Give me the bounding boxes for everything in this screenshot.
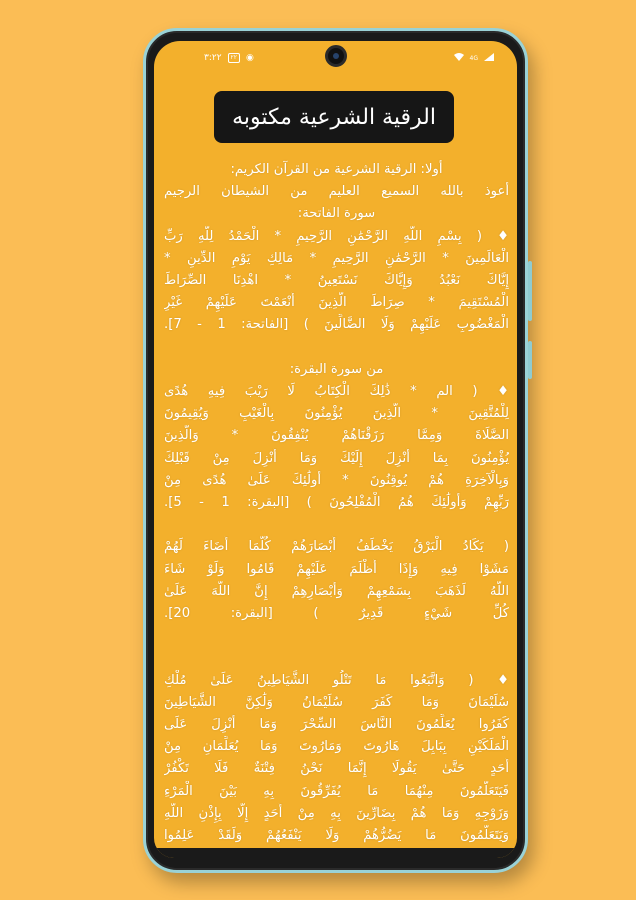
blank-line xyxy=(164,337,509,359)
text-line: سُلَيْمَانَ وَمَا كَفَرَ سُلَيْمَانُ وَلَٰكِنَّ الشَّيَاطِينَ xyxy=(164,694,509,710)
text-line: يُؤْمِنُونَ بِمَا أُنْزِلَ إِلَيْكَ وَمَا أُنْزِلَ مِنْ قَبْلِكَ xyxy=(164,450,509,466)
blank-line xyxy=(164,647,509,669)
power-button xyxy=(528,341,532,379)
text-line: وَزَوْجِهِ وَمَا هُمْ بِضَارِّينَ بِهِ مِنْ أَحَدٍ إِلَّا بِإِذْنِ اللَّهِ xyxy=(164,805,509,821)
battery-level: ٢٢ xyxy=(230,54,237,61)
text-line: الْمَلَكَيْنِ بِبَابِلَ هَارُوتَ وَمَارُوتَ وَمَا يُعَلِّمَانِ مِنْ xyxy=(164,739,509,755)
screen-bottom-bezel xyxy=(154,848,517,858)
signal-icon xyxy=(483,52,495,65)
eye-icon: ◉ xyxy=(246,53,254,63)
text-line: الصَّلَاةَ وَمِمَّا رَزَقْنَاهُمْ يُنْفِقُونَ * وَالَّذِينَ xyxy=(164,428,509,444)
front-camera xyxy=(325,45,347,67)
text-line: من سورة البقرة: xyxy=(289,361,384,377)
text-line: لِلْمُتَّقِينَ * الَّذِينَ يُؤْمِنُونَ بِالْغَيْبِ وَيُقِيمُونَ xyxy=(164,406,509,422)
text-line: الْمَغْضُوبِ عَلَيْهِمْ وَلَا الضَّالِّينَ ) [الفاتحة: 1 - 7]. xyxy=(164,317,509,333)
blank-line xyxy=(164,625,509,647)
ruqyah-text xyxy=(164,159,509,858)
text-line: اللَّهُ لَذَهَبَ بِسَمْعِهِمْ وَأَبْصَارِهِمْ إِنَّ اللَّهَ عَلَىٰ xyxy=(164,583,509,599)
text-line: الْمُسْتَقِيمَ * صِرَاطَ الَّذِينَ أَنْعَمْتَ عَلَيْهِمْ غَيْرِ xyxy=(164,295,509,311)
text-line: كُلِّ شَيْءٍ قَدِيرٌ ) [البقرة: 20]. xyxy=(164,606,509,622)
text-line: الْعَالَمِينَ * الرَّحْمَٰنِ الرَّحِيمِ * مَالِكِ يَوْمِ الدِّينِ * xyxy=(164,250,509,266)
text-line: ♦ ( الم * ذَٰلِكَ الْكِتَابُ لَا رَيْبَ فِيهِ هُدًى xyxy=(164,384,509,400)
text-line: سورة الفاتحة: xyxy=(297,206,376,222)
wifi-icon xyxy=(453,52,465,65)
text-line: ♦ ( وَاتَّبَعُوا مَا تَتْلُو الشَّيَاطِينُ عَلَىٰ مُلْكِ xyxy=(164,672,509,688)
page-title-box xyxy=(214,91,454,143)
status-time: ٣:٢٢ xyxy=(204,53,222,63)
text-line: أولا: الرقية الشرعية من القرآن الكريم: xyxy=(230,162,443,177)
app-screen xyxy=(154,41,517,858)
text-line: مَشَوْا فِيهِ وَإِذَا أَظْلَمَ عَلَيْهِمْ قَامُوا وَلَوْ شَاءَ xyxy=(164,561,509,577)
text-line: أعوذ بالله السميع العليم من الشيطان الرجيم xyxy=(164,184,509,200)
blank-line xyxy=(164,514,509,536)
text-line: وَبِالْآخِرَةِ هُمْ يُوقِنُونَ * أُولَٰئِكَ عَلَىٰ هُدًى مِنْ xyxy=(164,472,509,488)
text-line: رَبِّهِمْ وَأُولَٰئِكَ هُمُ الْمُفْلِحُونَ ) [البقرة: 1 - 5]. xyxy=(164,495,509,511)
text-line: كَفَرُوا يُعَلِّمُونَ النَّاسَ السِّحْرَ وَمَا أُنْزِلَ عَلَى xyxy=(164,717,509,733)
network-label: 4G xyxy=(469,54,478,62)
volume-button xyxy=(528,261,532,321)
page-title: الرقية الشرعية مكتوبه xyxy=(232,104,436,130)
battery-icon xyxy=(228,53,240,63)
phone-frame xyxy=(143,28,528,873)
text-line: ♦ ( بِسْمِ اللَّهِ الرَّحْمَٰنِ الرَّحِيمِ * الْحَمْدُ لِلَّهِ رَبِّ xyxy=(164,228,509,244)
text-line: إِيَّاكَ نَعْبُدُ وَإِيَّاكَ نَسْتَعِينُ * اهْدِنَا الصِّرَاطَ xyxy=(164,273,509,289)
text-line: وَيَتَعَلَّمُونَ مَا يَضُرُّهُمْ وَلَا يَنْفَعُهُمْ وَلَقَدْ عَلِمُوا xyxy=(164,828,509,844)
text-line: أَحَدٍ حَتَّىٰ يَقُولَا إِنَّمَا نَحْنُ فِتْنَةٌ فَلَا تَكْفُرْ xyxy=(164,761,509,777)
text-line: فَيَتَعَلَّمُونَ مِنْهُمَا مَا يُفَرِّقُونَ بِهِ بَيْنَ الْمَرْءِ xyxy=(164,783,509,799)
text-line: ( يَكَادُ الْبَرْقُ يَخْطَفُ أَبْصَارَهُمْ كُلَّمَا أَضَاءَ لَهُمْ xyxy=(164,539,509,555)
